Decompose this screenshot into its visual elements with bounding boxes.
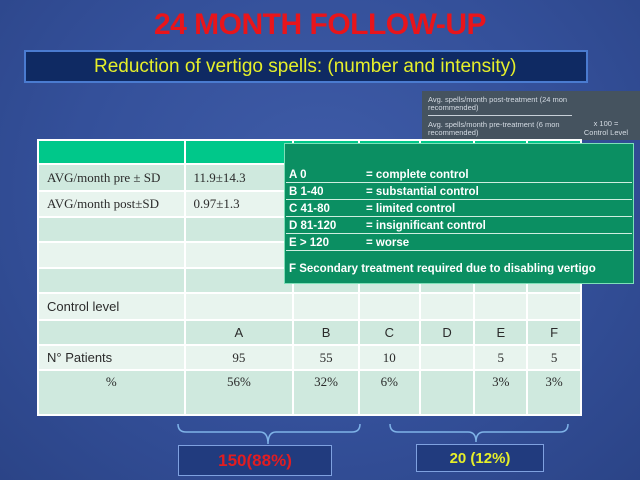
summary-uncontrolled-box — [416, 444, 544, 472]
patients-cell — [420, 345, 475, 370]
class-cell: D — [420, 320, 475, 345]
class-cell: F — [527, 320, 581, 345]
percent-cell: 32% — [293, 370, 359, 415]
legend-code: E > 120 — [289, 237, 329, 249]
percent-cell: 3% — [474, 370, 527, 415]
row-label: AVG/month post±SD — [38, 191, 185, 217]
control-level-formula — [422, 91, 640, 140]
legend-desc: = limited control — [366, 203, 456, 215]
legend-desc: = insignificant control — [366, 220, 486, 232]
formula-result — [576, 119, 636, 137]
percent-cell: 6% — [359, 370, 420, 415]
control-level-label: Control level — [38, 293, 185, 320]
control-level-legend — [284, 143, 634, 284]
percent-cell — [420, 370, 475, 415]
percent-cell: 3% — [527, 370, 581, 415]
slide-title: 24 MONTH FOLLOW-UP — [153, 8, 487, 41]
legend-desc: = complete control — [366, 169, 469, 181]
class-cell: C — [359, 320, 420, 345]
formula-multiplier: x 100 = — [593, 119, 619, 128]
class-cell: B — [293, 320, 359, 345]
legend-row — [286, 185, 632, 200]
row-label: AVG/month pre ± SD — [38, 164, 185, 191]
patients-cell: 5 — [474, 345, 527, 370]
summary-controlled-text: 150(88%) — [218, 451, 292, 470]
percent-label: % — [38, 370, 185, 415]
formula-denominator: Avg. spells/month pre-treatment (6 mon recommended) — [428, 120, 560, 137]
patients-label: N° Patients — [38, 345, 185, 370]
formula-fraction-line — [428, 115, 572, 116]
class-cell: A — [185, 320, 294, 345]
table-row — [38, 345, 581, 370]
formula-numerator: Avg. spells/month post-treatment (24 mon recommended) — [428, 95, 568, 112]
legend-code: C 41-80 — [289, 203, 330, 215]
patients-cell: 10 — [359, 345, 420, 370]
patients-cell: 95 — [185, 345, 294, 370]
legend-row — [286, 262, 632, 277]
table-row — [38, 293, 581, 320]
patients-cell: 5 — [527, 345, 581, 370]
summary-uncontrolled-text: 20 (12%) — [449, 450, 511, 467]
legend-row — [286, 168, 632, 183]
legend-code: A 0 — [289, 169, 307, 181]
legend-code: F Secondary treatment required due to disabling vertigo — [289, 263, 596, 275]
legend-desc: = substantial control — [366, 186, 479, 198]
formula-result-label: Control Level — [583, 128, 629, 137]
table-row — [38, 370, 581, 415]
legend-row — [286, 219, 632, 234]
legend-code: B 1-40 — [289, 186, 324, 198]
legend-row — [286, 236, 632, 251]
legend-row — [286, 202, 632, 217]
legend-desc: = worse — [366, 237, 410, 249]
percent-cell: 56% — [185, 370, 294, 415]
table-row — [38, 320, 581, 345]
legend-code: D 81-120 — [289, 220, 337, 232]
class-cell: E — [474, 320, 527, 345]
subtitle-box — [24, 50, 588, 83]
patients-cell: 55 — [293, 345, 359, 370]
row-value: 0.97±1.3 — [185, 191, 294, 217]
subtitle-text: Reduction of vertigo spells: (number and intensity) — [94, 56, 517, 77]
row-value: 11.9±14.3 — [185, 164, 294, 191]
summary-controlled-box — [178, 445, 332, 476]
